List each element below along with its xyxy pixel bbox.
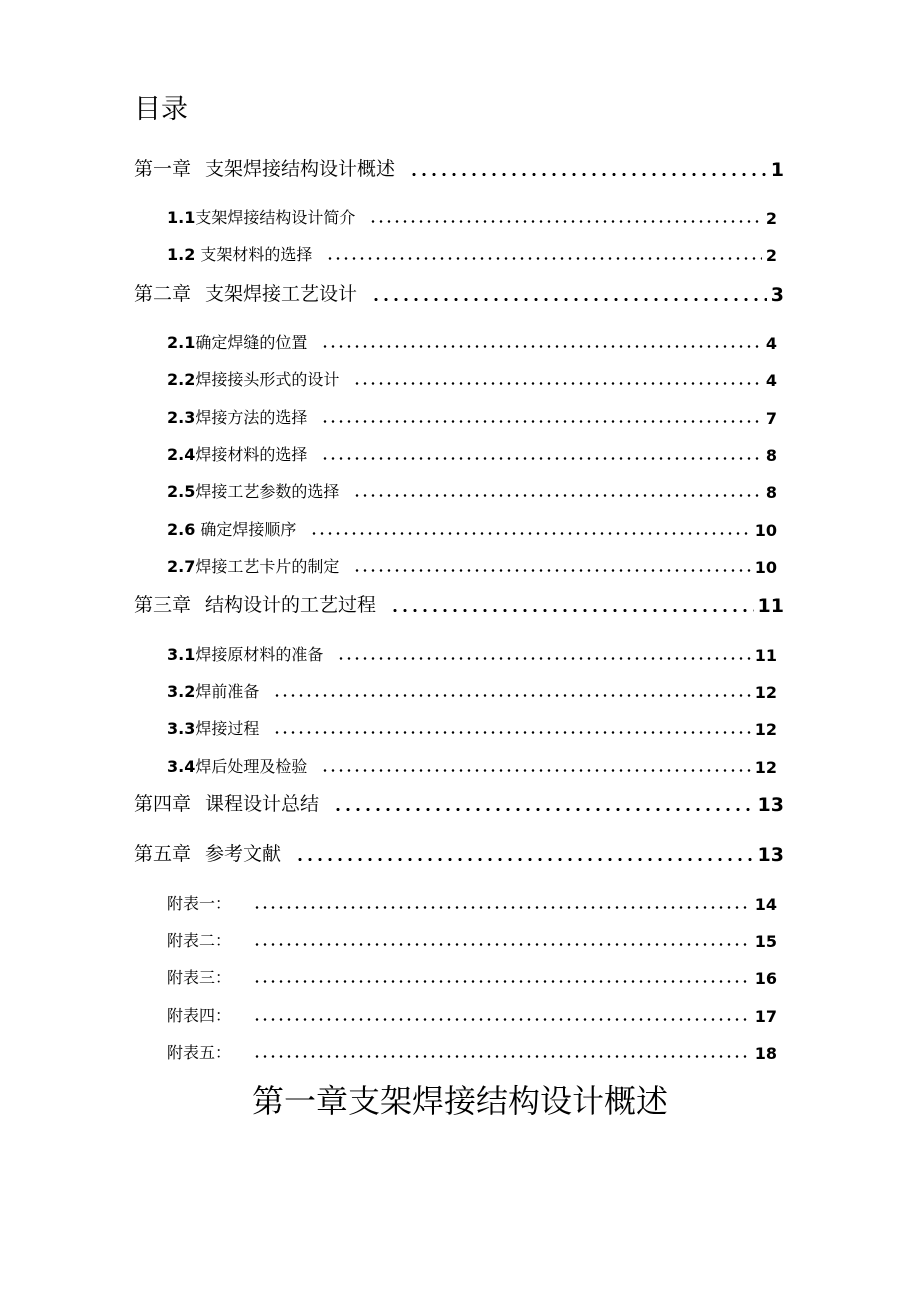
dot-leader [326,257,761,260]
dot-leader [253,906,751,909]
toc-entry-page: 12 [754,758,777,777]
dot-leader [273,731,750,734]
toc-entry-text: 结构设计的工艺过程 [205,594,377,616]
toc-entry-page: 1 [770,159,784,181]
toc-entry-section-3-2[interactable] [167,678,777,702]
dot-leader [353,494,762,497]
toc-entry-text: 焊前准备 [195,682,260,701]
dot-leader [390,609,754,612]
toc-entry-number: 2.1 [167,333,196,352]
toc-entry-page: 8 [765,446,777,465]
dot-leader [310,532,750,535]
toc-entry-number: 3.2 [167,682,196,701]
toc-entry-appendix-4[interactable] [167,1002,777,1026]
toc-entry-text: 焊接材料的选择 [195,445,308,464]
dot-leader [321,769,750,772]
dot-leader [371,298,767,301]
toc-entry-text: 焊接工艺卡片的制定 [195,557,340,576]
toc-entry-page: 16 [754,969,777,988]
toc-entry-section-1-2[interactable] [167,241,777,265]
toc-entry-chapter-3[interactable] [134,593,784,617]
toc-entry-page: 11 [757,595,784,617]
dot-leader [253,1055,751,1058]
dot-leader [295,858,754,861]
toc-entry-number: 1.2 [167,245,196,264]
toc-entry-number: 第一章 [134,158,192,180]
toc-entry-appendix-2[interactable] [167,927,777,951]
toc-entry-page: 13 [757,794,784,816]
toc-entry-section-2-1[interactable] [167,329,777,353]
toc-entry-text: 焊接方法的选择 [195,408,308,427]
toc-entry-appendix-3[interactable] [167,964,777,988]
toc-entry-number: 第三章 [134,594,192,616]
toc-entry-chapter-5[interactable] [134,842,784,866]
dot-leader [321,345,762,348]
dot-leader [369,220,762,223]
toc-entry-page: 18 [754,1044,777,1063]
toc-title: 目录 [134,94,188,125]
toc-entry-appendix-1[interactable] [167,890,777,914]
toc-entry-number: 2.7 [167,557,196,576]
toc-entry-chapter-4[interactable] [134,792,784,816]
toc-entry-text: 焊接原材料的准备 [195,645,324,664]
toc-entry-page: 4 [765,371,777,390]
toc-entry-page: 12 [754,683,777,702]
toc-entry-text: 附表一： [167,894,232,913]
toc-entry-page: 15 [754,932,777,951]
toc-entry-number: 第二章 [134,283,192,305]
toc-entry-page: 4 [765,334,777,353]
toc-entry-chapter-1[interactable] [134,157,784,181]
toc-entry-chapter-2[interactable] [134,282,784,306]
toc-entry-number: 2.6 [167,520,196,539]
toc-entry-section-2-7[interactable] [167,553,777,577]
toc-entry-section-1-1[interactable] [167,204,777,228]
toc-entry-text: 支架焊接结构设计简介 [195,208,356,227]
toc-entry-number: 1.1 [167,208,196,227]
toc-entry-section-3-3[interactable] [167,715,777,739]
toc-entry-text: 参考文献 [205,843,282,865]
toc-entry-text: 确定焊接顺序 [195,520,297,539]
dot-leader [409,173,767,176]
toc-entry-page: 3 [770,284,784,306]
toc-entry-text: 附表五： [167,1043,232,1062]
toc-entry-page: 11 [754,646,777,665]
toc-entry-section-2-6[interactable] [167,516,777,540]
chapter-heading: 第一章支架焊接结构设计概述 [251,1082,668,1120]
toc-entry-section-2-4[interactable] [167,441,777,465]
toc-entry-number: 3.1 [167,645,196,664]
dot-leader [353,382,762,385]
dot-leader [253,980,751,983]
toc-entry-page: 17 [754,1007,777,1026]
toc-entry-section-2-5[interactable] [167,478,777,502]
toc-entry-number: 3.3 [167,719,196,738]
toc-entry-section-3-1[interactable] [167,641,777,665]
dot-leader [321,420,762,423]
toc-entry-text: 附表三： [167,968,232,987]
toc-entry-text: 支架焊接工艺设计 [205,283,358,305]
toc-entry-section-2-3[interactable] [167,404,777,428]
toc-entry-number: 第四章 [134,793,192,815]
toc-entry-page: 10 [754,558,777,577]
dot-leader [253,943,751,946]
toc-entry-number: 2.3 [167,408,196,427]
toc-entry-appendix-5[interactable] [167,1039,777,1063]
dot-leader [353,569,750,572]
toc-entry-number: 3.4 [167,757,196,776]
toc-entry-page: 13 [757,844,784,866]
toc-entry-text: 焊接工艺参数的选择 [195,482,340,501]
dot-leader [333,808,754,811]
toc-entry-text: 焊后处理及检验 [195,757,308,776]
dot-leader [321,457,762,460]
toc-entry-page: 10 [754,521,777,540]
toc-entry-page: 8 [765,483,777,502]
dot-leader [253,1018,751,1021]
toc-entry-page: 2 [765,209,777,228]
toc-entry-page: 7 [765,409,777,428]
toc-entry-number: 2.5 [167,482,196,501]
toc-entry-page: 12 [754,720,777,739]
toc-entry-number: 2.2 [167,370,196,389]
toc-entry-text: 附表二： [167,931,232,950]
toc-entry-number: 2.4 [167,445,196,464]
toc-entry-text: 课程设计总结 [205,793,320,815]
toc-entry-section-2-2[interactable] [167,366,777,390]
toc-entry-text: 焊接接头形式的设计 [195,370,340,389]
toc-entry-text: 支架材料的选择 [195,245,313,264]
toc-entry-text: 支架焊接结构设计概述 [205,158,396,180]
toc-entry-number: 第五章 [134,843,192,865]
dot-leader [337,657,750,660]
dot-leader [273,694,750,697]
toc-entry-page: 14 [754,895,777,914]
toc-entry-text: 附表四： [167,1006,232,1025]
toc-entry-text: 确定焊缝的位置 [195,333,308,352]
toc-entry-page: 2 [765,246,777,265]
toc-entry-text: 焊接过程 [195,719,260,738]
toc-entry-section-3-4[interactable] [167,753,777,777]
